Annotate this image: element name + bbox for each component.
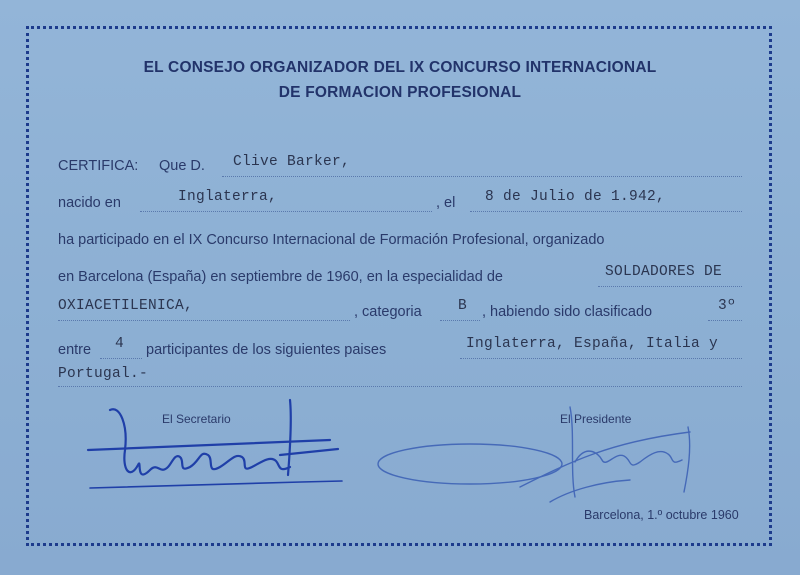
participation-text: ha participado en el IX Concurso Internacional de Formación Profesional, organizado	[58, 232, 605, 248]
paises-label: participantes de los siguientes paises	[146, 342, 387, 358]
el-label: , el	[436, 195, 456, 211]
president-signature	[370, 392, 740, 517]
holder-name: Clive Barker,	[233, 154, 351, 170]
header-line-2: DE FORMACION PROFESIONAL	[278, 84, 522, 101]
dotted-line	[440, 320, 480, 321]
president-label: El Presidente	[560, 412, 632, 426]
category-value: B	[458, 298, 468, 314]
secretary-label: El Secretario	[162, 412, 231, 426]
header-line-1: EL CONSEJO ORGANIZADOR DEL IX CONCURSO INTERNACIONAL	[143, 59, 657, 76]
participants-count: 4	[115, 336, 125, 352]
dotted-line	[222, 176, 742, 177]
countries-part-1: Inglaterra, España, Italia y	[466, 336, 719, 352]
countries-part-2: Portugal.-	[58, 366, 149, 382]
birthplace: Inglaterra,	[178, 189, 278, 205]
rank-value: 3º	[718, 298, 737, 314]
dotted-line	[100, 358, 142, 359]
dotted-line	[58, 386, 742, 387]
secretary-signature	[80, 395, 360, 505]
specialty-part-2: OXIACETILENICA,	[58, 298, 194, 314]
birthdate: 8 de Julio de 1.942,	[485, 189, 666, 205]
dotted-line	[140, 211, 432, 212]
clasificado-label: , habiendo sido clasificado	[482, 304, 653, 320]
dotted-line	[460, 358, 742, 359]
categoria-label: , categoria	[354, 304, 422, 320]
dotted-line	[58, 320, 350, 321]
specialty-part-1: SOLDADORES DE	[605, 264, 723, 280]
dotted-line	[598, 286, 742, 287]
place-date: Barcelona, 1.º octubre 1960	[584, 508, 739, 522]
nacido-label: nacido en	[58, 195, 121, 211]
certifica-label: CERTIFICA:	[58, 158, 139, 174]
dotted-line	[470, 211, 742, 212]
que-label: Que D.	[159, 158, 205, 174]
location-text: en Barcelona (España) en septiembre de 1960, en la especialidad de	[58, 269, 503, 285]
entre-label: entre	[58, 342, 92, 358]
dotted-line	[708, 320, 742, 321]
